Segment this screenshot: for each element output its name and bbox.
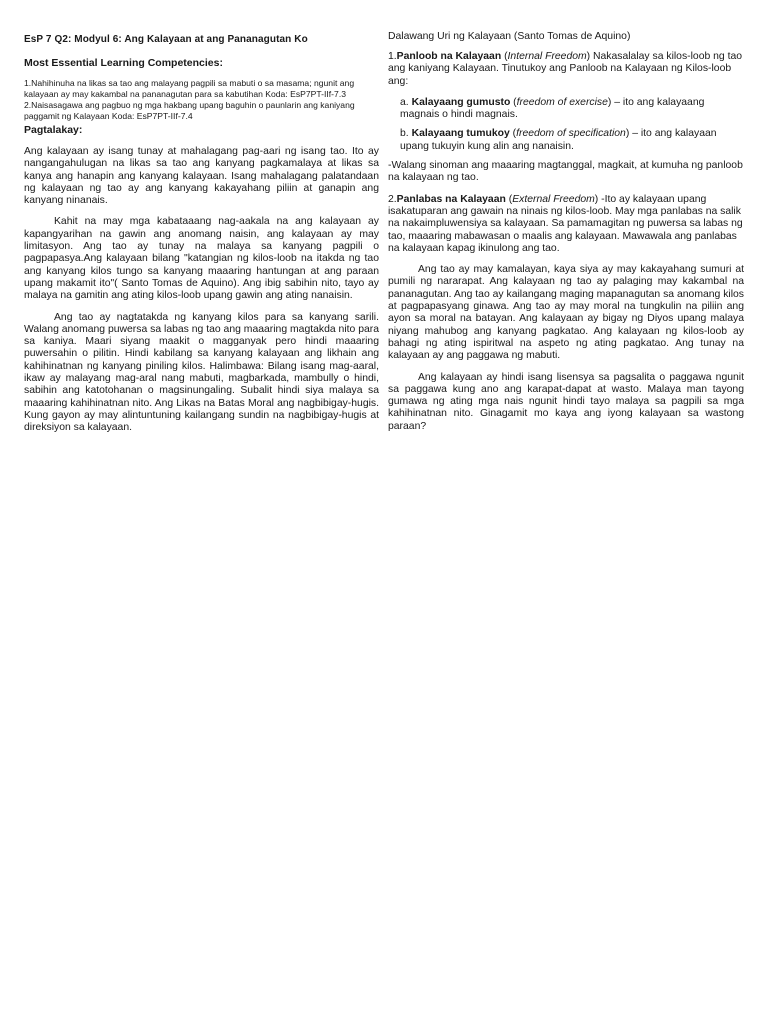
internal-freedom-english: Internal Freedom [507, 51, 587, 62]
freedom-of-specification-english: freedom of specification [516, 128, 626, 140]
external-freedom-number: 2. [388, 193, 397, 205]
internal-freedom-term: Panloob na Kalayaan [396, 51, 502, 62]
item-a-letter: a. [400, 96, 412, 108]
item-b-open: ( [509, 128, 517, 140]
freedom-of-exercise-english: freedom of exercise [516, 96, 608, 108]
freedom-of-exercise-text: ) – ito ang kalayaang magnais o hindi magnais. [400, 96, 705, 121]
item-b-letter: b. [400, 128, 412, 140]
freedom-of-specification-item [388, 128, 744, 153]
internal-freedom-text: ) Nakasalalay sa kilos-loob ng tao ang kaniyang Kalayaan. Tinutukoy ang Panloob na Kalayaan ng Kilos-loob ang: [388, 51, 743, 87]
competencies-heading: Most Essential Learning Competencies: [24, 57, 223, 69]
external-freedom-paragraph [388, 194, 744, 255]
discussion-paragraph-3: Ang tao ay nagtatakda ng kanyang kilos para sa kanyang sarili. Walang anomang puwersa sa labas ng tao ang maaaring magtakda nito para sa kaniya. Maari siyang maakit o magganyak pero hindi maaaring puwersahin o pilitin. Hindi kabilang sa kanyang kalayaan ang likhain ang kahihinatnan ng kanyang piniling kilos. Halimbawa: Bilang isang mag-aaral, ikaw ay malayang mag-aral nang mabuti, magbarkada, mambully o hindi, sabihin ang katotohanan o magsinungaling. Subalit hindi siya malaya sa maaaring kahihinatnan nito. Ang Likas na Batas Moral ang nagbibigay-hugis. Kung gayon ay may alintuntuning kailangang sundin na nagbibigay-hugis at direksiyon sa kalayaan. [24, 311, 379, 434]
freedom-types-title: Dalawang Uri ng Kalayaan (Santo Tomas de Aquino) [388, 31, 631, 42]
internal-freedom-paragraph [388, 51, 744, 88]
right-column [388, 30, 744, 442]
freedom-of-specification-term: Kalayaang tumukoy [411, 128, 510, 140]
freedom-of-exercise-term: Kalayaang gumusto [411, 96, 511, 108]
document-title: EsP 7 Q2: Modyul 6: Ang Kalayaan at ang Pananagutan Ko [24, 34, 308, 45]
discussion-heading: Pagtalakay: [24, 124, 83, 136]
external-freedom-term: Panlabas na Kalayaan [396, 193, 506, 205]
external-freedom-text: ) -Ito ay kalayaan upang isakatuparan ang gawain na ninais ng kilos-loob. May mga panlabas na salik na nakaimpluwensiya sa kalayaan. Sa pamamagitan ng puwersa sa labas ng tao, maaaring mabawasan o maalis ang kalayaan. Mawawala ang panlabas na kalayaan kapag ikinulong ang tao. [388, 193, 743, 254]
discussion-paragraph-1: Ang kalayaan ay isang tunay at mahalagang pag-aari ng isang tao. Ito ay nangangahulugan na likas sa tao ang kanyang pagkamalaya at likas sa kanya ang hanapin ang kanyang kalayaan. Isang mahalagang palatandaan ng kalayaan ng tao ay ang kanyang kakayahang piliin at ganapin ang kanyang ninanais. [24, 146, 379, 207]
left-column [24, 30, 379, 444]
external-freedom-open: ( [505, 193, 513, 205]
freedom-of-specification-text: ) – ito ang kalayaan upang tukuyin kung alin ang nanaisin. [400, 128, 717, 152]
responsibility-paragraph: Ang tao ay may kamalayan, kaya siya ay may kakayahang sumuri at pumili ng nararapat. Ang kalayaan ng tao ay palaging may kakambal na pananagutan. Ang tao ay kailangang maging mapanagutan sa anomang kilos at pagpapasyang ginawa. Ang tao ay may moral na tungkulin na piliin ang ayon sa moral na batayan. Ang kalayaan ay bigay ng Diyos upang malaya niyang mahubog ang kanyang pagkatao. Ang kalayaan ng kilos-loob ay bahagi ng ating ispiritwal na aspeto ng ating pagkatao. Ang tunay na kalayaan ay ang paggawa ng mabuti. [388, 264, 744, 362]
internal-freedom-open: ( [501, 51, 508, 62]
competency-item-1: 1.Nahihinuha na likas sa tao ang malayang pagpili sa mabuti o sa masama; ngunit ang kalayaan ay may kakambal na pananagutan para sa kabutihan Koda: EsP7PT-IIf-7.3 [24, 78, 355, 99]
item-a-open: ( [510, 96, 517, 108]
freedom-of-exercise-item [388, 97, 744, 122]
external-freedom-english: External Freedom [512, 193, 595, 205]
closing-paragraph: Ang kalayaan ay hindi isang lisensya sa pagsalita o paggawa ngunit sa paggawa kung ano ang karapat-dapat at wasto. Malaya man tayong gumawa ng ating mga nais ngunit hindi tayo malaya sa pagpili sa mga kahihinatnan nito. Ginagamit mo kaya ang iyong kalayaan sa wastong paraan? [388, 371, 744, 432]
discussion-paragraph-2: Kahit na may mga kabataaang nag-aakala na ang kalayaan ay kapangyarihan na gawin ang anomang naisin, ang kalayaan ay may limitasyon. Ang tao ay tunay na malaya sa kanyang pagpili o pagpapasya.Ang kalayaan bilang "katangian ng kilos-loob na itakda ng tao ang kanyang kilos tungo sa kanyang maaaring hantungan at ang paraan upang makamit ito"( Santo Tomas de Aquino). Ang ibig sabihin nito, tayo ay malaya na gamitin ang ating kilos-loob upang gawin ang ating nanaisin. [24, 216, 379, 302]
internal-freedom-note: -Walang sinoman ang maaaring magtanggal, magkait, at kumuha ng panloob na kalayaan ng tao. [388, 160, 743, 184]
internal-freedom-number: 1. [388, 51, 397, 62]
competency-item-2: 2.Naisasagawa ang pagbuo ng mga hakbang upang baguhin o paunlarin ang kaniyang paggamit ng Kalayaan Koda: EsP7PT-IIf-7.4 [24, 100, 355, 121]
